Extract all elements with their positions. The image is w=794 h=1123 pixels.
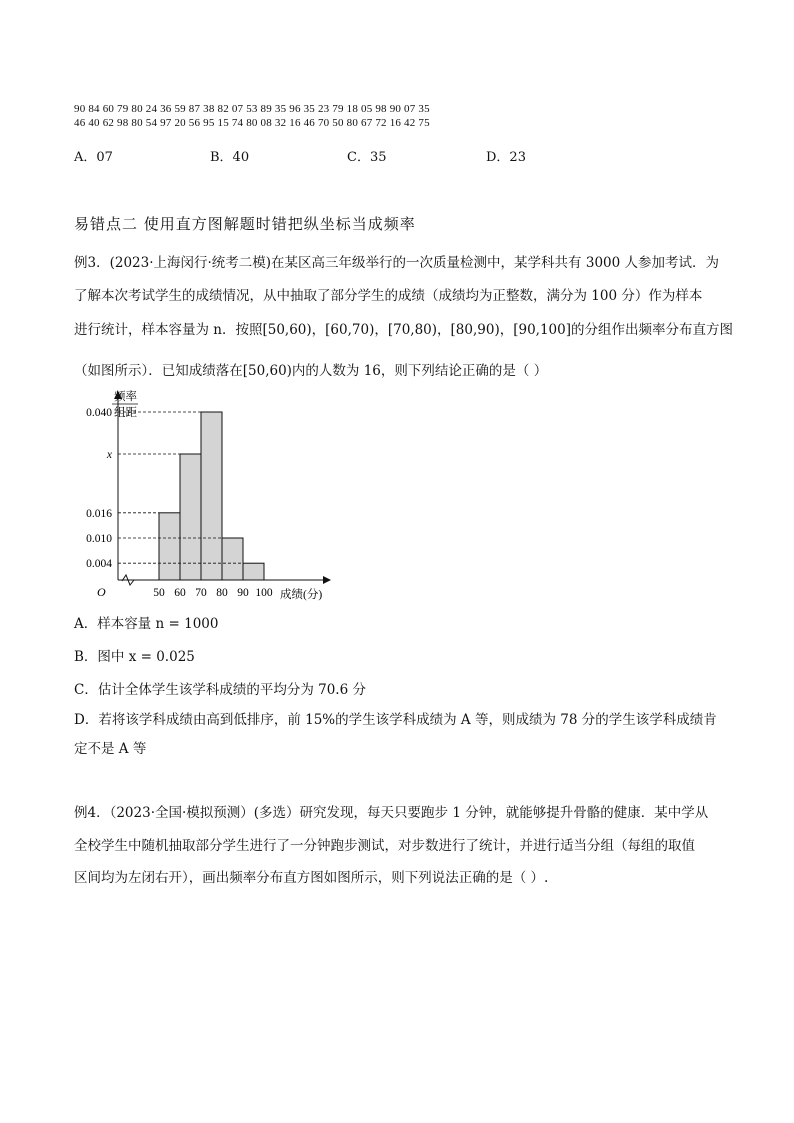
y-axis-label-top: 频率 [114, 391, 137, 403]
histogram-bar-0 [159, 513, 180, 580]
histogram-bar-4 [243, 563, 264, 580]
example4-line-1: 例4．（2023·全国·模拟预测）(多选）研究发现，每天只要跑步 1 分钟，就能够提升骨骼的健康．某中学从 [74, 805, 709, 821]
example3-line-4: （如图所示）．已知成绩落在[50,60)内的人数为 16，则下列结论正确的是（ ） [74, 363, 548, 379]
example3-line-2: 了解本次考试学生的成绩情况，从中抽取了部分学生的成绩（成绩均为正整数，满分为 100 分）作为样本 [74, 288, 703, 304]
y-axis-label-bottom: 组距 [114, 407, 137, 419]
prev-option-d: D．23 [486, 150, 526, 165]
frequency-histogram [66, 386, 346, 606]
histogram-bar-1 [180, 454, 201, 580]
x-tick-label-60: 60 [174, 587, 186, 599]
y-tick-label-4: 0.004 [86, 558, 112, 571]
x-tick-label-90: 90 [237, 587, 249, 599]
x-tick-label-100: 100 [255, 587, 273, 599]
prev-option-c: C．35 [347, 150, 387, 165]
y-tick-label-0: 0.040 [86, 407, 112, 419]
random-table-row-2: 46 40 62 98 80 54 97 20 56 95 15 74 80 08 32 16 46 70 50 80 67 72 16 42 75 [74, 117, 430, 129]
section-heading: 易错点二 使用直方图解题时错把纵坐标当成频率 [74, 215, 416, 233]
histogram-bar-3 [222, 538, 243, 580]
x-tick-label-50: 50 [153, 587, 165, 599]
y-tick-label-1: x [106, 449, 112, 461]
example3-option-a: A．样本容量 n = 1000 [74, 616, 219, 632]
example3-option-b: B．图中 x = 0.025 [74, 649, 195, 665]
x-tick-label-70: 70 [195, 587, 207, 599]
example3-option-c: C．估计全体学生该学科成绩的平均分为 70.6 分 [74, 682, 366, 698]
random-table-row-1: 90 84 60 79 80 24 36 59 87 38 82 07 53 89 35 96 35 23 79 18 05 98 90 07 35 [74, 103, 430, 115]
origin-label: O [97, 585, 106, 599]
example3-option-d: D．若将该学科成绩由高到低排序，前 15%的学生该学科成绩为 A 等，则成绩为 78 分的学生该学科成绩肯 [74, 712, 717, 728]
x-axis-label: 成绩(分) [280, 589, 323, 601]
example4-line-3: 区间均为左闭右开），画出频率分布直方图如图所示，则下列说法正确的是（ ）. [74, 870, 549, 886]
example3-line-1: 例3．(2023·上海闵行·统考二模)在某区高三年级举行的一次质量检测中，某学科共有 3000 人参加考试．为 [74, 255, 719, 271]
y-tick-label-3: 0.010 [86, 533, 112, 545]
example3-line-3: 进行统计，样本容量为 n．按照[50,60)，[60,70)，[70,80)，[80,90)，[90,100]的分组作出频率分布直方图 [74, 322, 733, 338]
histogram-bar-2 [201, 412, 222, 580]
example3-option-d-cont: 定不是 A 等 [74, 741, 147, 757]
example4-line-2: 全校学生中随机抽取部分学生进行了一分钟跑步测试，对步数进行了统计，并进行适当分组（每组的取值 [74, 838, 695, 854]
y-tick-label-2: 0.016 [86, 507, 112, 520]
prev-option-b: B．40 [210, 150, 250, 165]
x-tick-label-80: 80 [216, 587, 228, 599]
prev-option-a: A．07 [74, 150, 113, 165]
